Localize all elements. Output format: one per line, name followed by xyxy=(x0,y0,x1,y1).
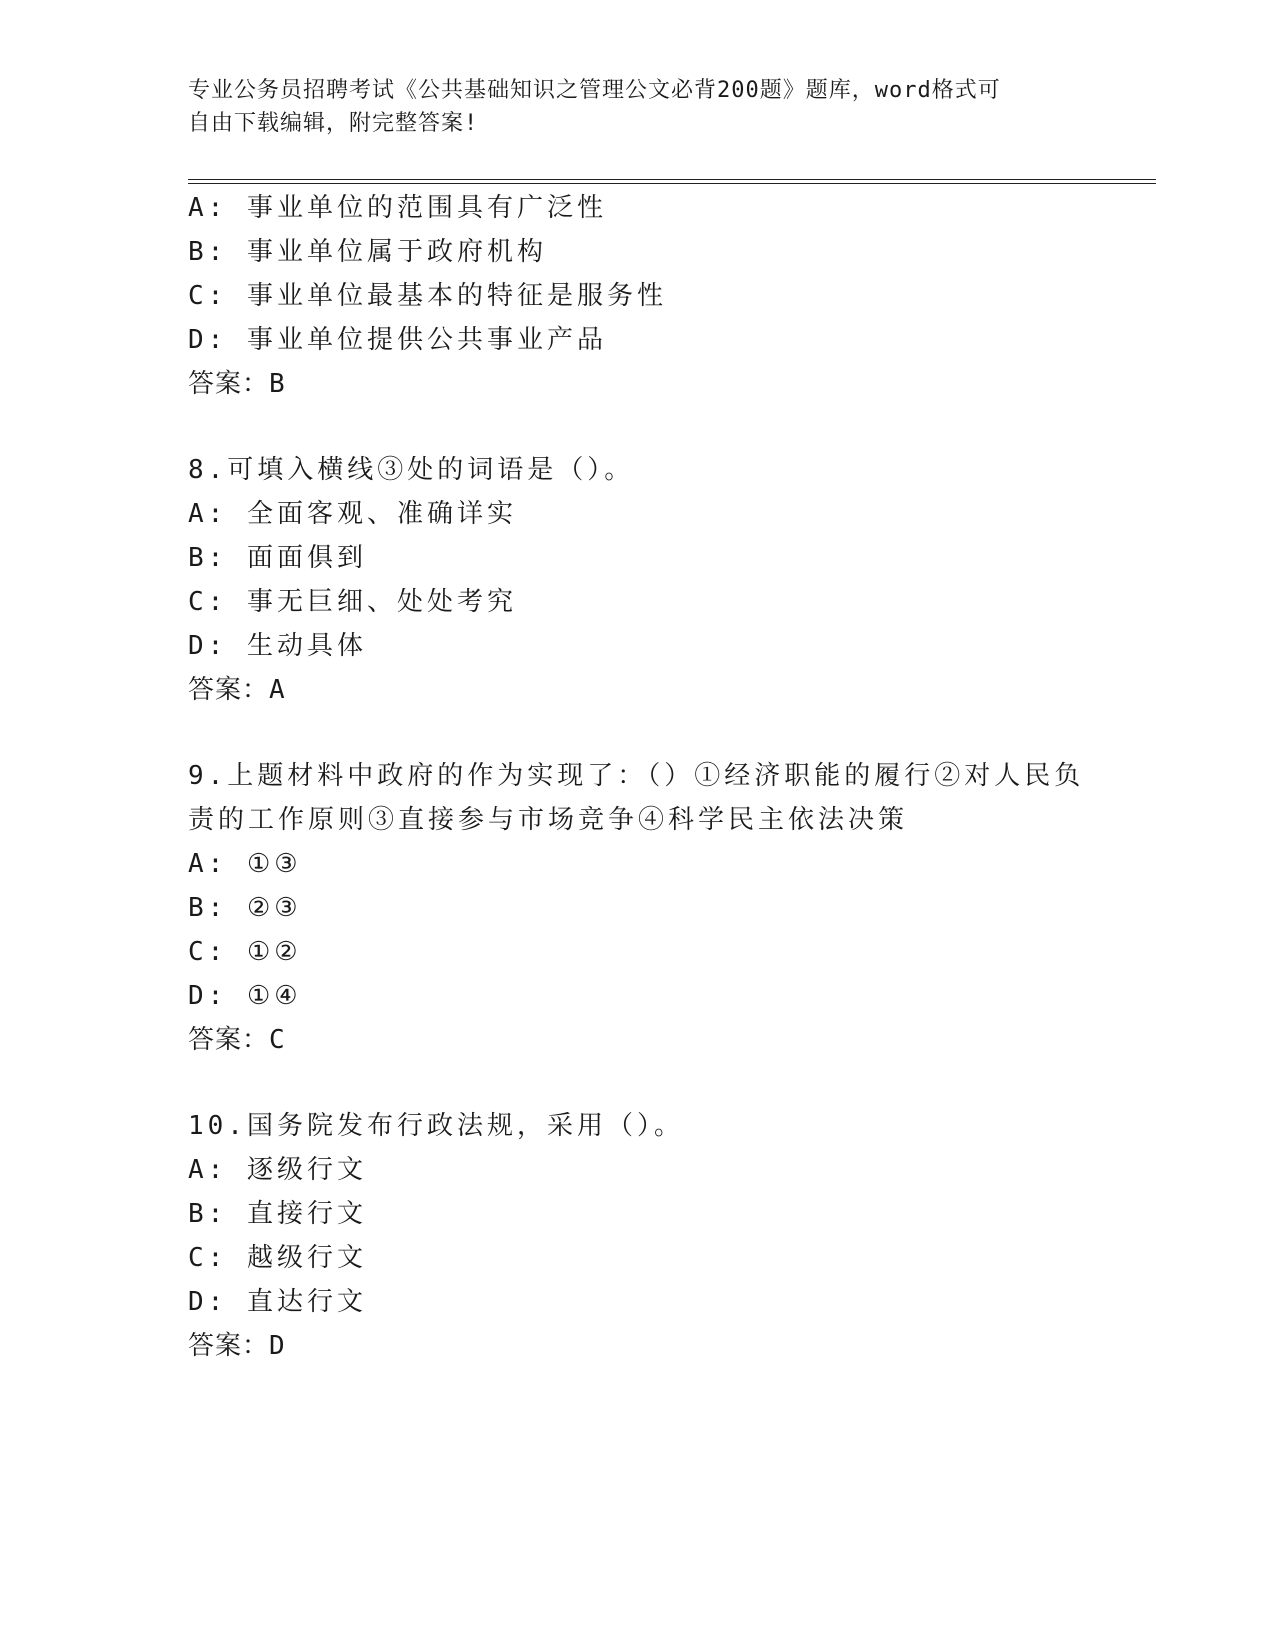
option-d: D: 生动具体 xyxy=(188,631,367,661)
header-line-1: 专业公务员招聘考试《公共基础知识之管理公文必背200题》题库，word格式可 xyxy=(188,78,1001,103)
option-b: B: 直接行文 xyxy=(188,1199,367,1229)
question-text: 10.国务院发布行政法规，采用（）。 xyxy=(188,1111,684,1141)
option-a: A: 全面客观、准确详实 xyxy=(188,499,517,529)
option-a: A: 逐级行文 xyxy=(188,1155,367,1185)
option-b: B: 面面俱到 xyxy=(188,543,367,573)
option-d: D: 直达行文 xyxy=(188,1287,367,1317)
answer: 答案：C xyxy=(188,1025,286,1055)
question-text-line-1: 9.上题材料中政府的作为实现了：（）①经济职能的履行②对人民负 xyxy=(188,761,1085,791)
option-c: C: ①② xyxy=(188,937,302,967)
option-d: D: ①④ xyxy=(188,981,302,1011)
question-text-line-2: 责的工作原则③直接参与市场竞争④科学民主依法决策 xyxy=(188,805,909,835)
option-c: C: 越级行文 xyxy=(188,1243,367,1273)
answer: 答案：D xyxy=(188,1331,286,1361)
option-a: A: 事业单位的范围具有广泛性 xyxy=(188,193,607,223)
answer: 答案：B xyxy=(188,369,286,399)
option-c: C: 事业单位最基本的特征是服务性 xyxy=(188,281,667,311)
option-c: C: 事无巨细、处处考究 xyxy=(188,587,517,617)
question-text: 8.可填入横线③处的词语是（）。 xyxy=(188,455,635,485)
header-divider-top xyxy=(188,179,1156,180)
option-a: A: ①③ xyxy=(188,849,302,879)
document-header xyxy=(188,74,1068,140)
option-d: D: 事业单位提供公共事业产品 xyxy=(188,325,607,355)
answer: 答案：A xyxy=(188,675,286,705)
header-line-2: 自由下载编辑，附完整答案! xyxy=(188,111,479,136)
header-divider-bottom xyxy=(188,183,1156,184)
option-b: B: ②③ xyxy=(188,893,302,923)
option-b: B: 事业单位属于政府机构 xyxy=(188,237,547,267)
